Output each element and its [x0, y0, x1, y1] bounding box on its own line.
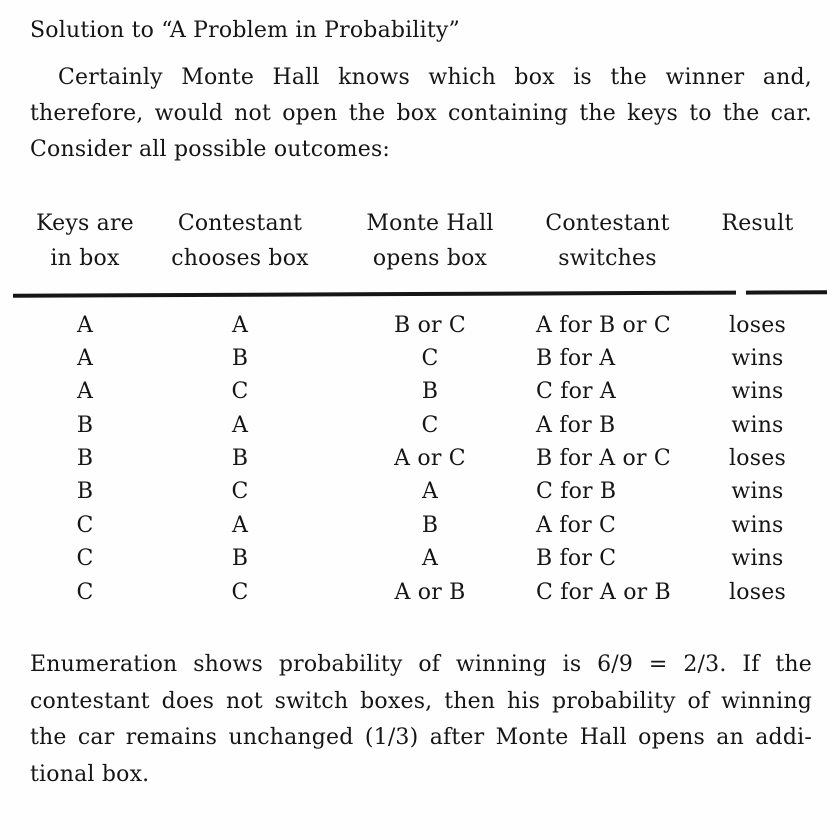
cell-contestant-switches: A for B [536, 412, 616, 438]
paragraph-line: tional box. [30, 761, 150, 787]
rule-segment-left [13, 291, 736, 298]
table-row [30, 475, 840, 508]
cell-monte-hall-opens: A [421, 546, 439, 572]
header-line: in box [50, 246, 120, 271]
cell-keys-in-box: C [76, 546, 94, 572]
column-header-monte-hall-opens [340, 206, 520, 276]
cell-keys-in-box: C [76, 512, 94, 538]
table-row [30, 442, 840, 475]
cell-monte-hall-opens: B [421, 512, 439, 538]
cell-keys-in-box: A [76, 312, 94, 338]
cell-contestant-chooses: A [231, 512, 249, 538]
cell-keys-in-box: C [76, 579, 94, 605]
paragraph-line: Enumeration shows probability of winning is 6/9 = 2/3. If the [30, 652, 812, 678]
rule-segment-right [746, 290, 827, 294]
cell-result: wins [731, 379, 784, 405]
cell-result: loses [729, 312, 786, 338]
table-header-rule [13, 290, 827, 297]
header-line: chooses box [171, 246, 309, 271]
cell-contestant-switches: C for A [536, 379, 617, 405]
cell-keys-in-box: A [76, 345, 94, 371]
cell-contestant-chooses: C [231, 579, 249, 605]
header-line: opens box [372, 246, 488, 271]
conclusion-paragraph [30, 647, 812, 793]
cell-contestant-switches: B for A or C [536, 446, 671, 472]
table-row [30, 576, 840, 609]
header-line: switches [558, 246, 657, 271]
table-body [30, 309, 840, 610]
cell-keys-in-box: B [76, 446, 94, 472]
cell-contestant-chooses: C [231, 479, 249, 505]
paragraph-line: therefore, would not open the box containing the keys to the car. [30, 101, 812, 126]
paragraph-line: the car remains unchanged (1/3) after Monte Hall opens an addi- [30, 725, 812, 751]
cell-monte-hall-opens: C [421, 412, 439, 438]
table-row [30, 342, 840, 375]
table-row [30, 509, 840, 542]
cell-result: wins [731, 345, 784, 371]
cell-keys-in-box: B [76, 479, 94, 505]
cell-keys-in-box: B [76, 412, 94, 438]
cell-monte-hall-opens: B or C [394, 312, 466, 338]
cell-monte-hall-opens: A [421, 479, 439, 505]
cell-contestant-chooses: C [231, 379, 249, 405]
paragraph-line: Consider all possible outcomes: [30, 137, 391, 162]
cell-contestant-chooses: B [231, 546, 249, 572]
paragraph-line: Certainly Monte Hall knows which box is the winner and, [58, 65, 812, 90]
header-line: Result [721, 211, 794, 236]
header-line: Contestant [177, 211, 303, 236]
cell-monte-hall-opens: A or C [394, 446, 466, 472]
cell-result: loses [729, 579, 786, 605]
cell-contestant-chooses: A [231, 312, 249, 338]
table-header-row [30, 206, 840, 276]
outcomes-table [30, 206, 840, 609]
paragraph-line: contestant does not switch boxes, then his probability of winning [30, 688, 812, 714]
header-line: Monte Hall [366, 211, 494, 236]
cell-contestant-switches: C for B [536, 479, 617, 505]
column-header-keys-in-box [30, 206, 140, 276]
cell-monte-hall-opens: B [421, 379, 439, 405]
cell-contestant-switches: B for A [536, 345, 616, 371]
cell-result: loses [729, 446, 786, 472]
table-row [30, 409, 840, 442]
cell-result: wins [731, 412, 784, 438]
page-title: Solution to “A Problem in Probability” [30, 18, 461, 43]
table-row [30, 309, 840, 342]
cell-monte-hall-opens: A or B [394, 579, 466, 605]
header-line: Keys are [36, 211, 134, 236]
cell-contestant-switches: B for C [536, 546, 617, 572]
table-row [30, 542, 840, 575]
cell-contestant-chooses: B [231, 345, 249, 371]
column-header-contestant-chooses [140, 206, 340, 276]
cell-contestant-chooses: B [231, 446, 249, 472]
column-header-contestant-switches [520, 206, 695, 276]
cell-result: wins [731, 546, 784, 572]
cell-result: wins [731, 479, 784, 505]
cell-monte-hall-opens: C [421, 345, 439, 371]
column-header-result [695, 206, 820, 276]
cell-keys-in-box: A [76, 379, 94, 405]
cell-contestant-switches: A for B or C [536, 312, 671, 338]
intro-paragraph [30, 60, 812, 168]
header-line: Contestant [545, 211, 670, 236]
table-row [30, 375, 840, 408]
cell-contestant-switches: C for A or B [536, 579, 671, 605]
cell-result: wins [731, 512, 784, 538]
cell-contestant-switches: A for C [536, 512, 617, 538]
cell-contestant-chooses: A [231, 412, 249, 438]
